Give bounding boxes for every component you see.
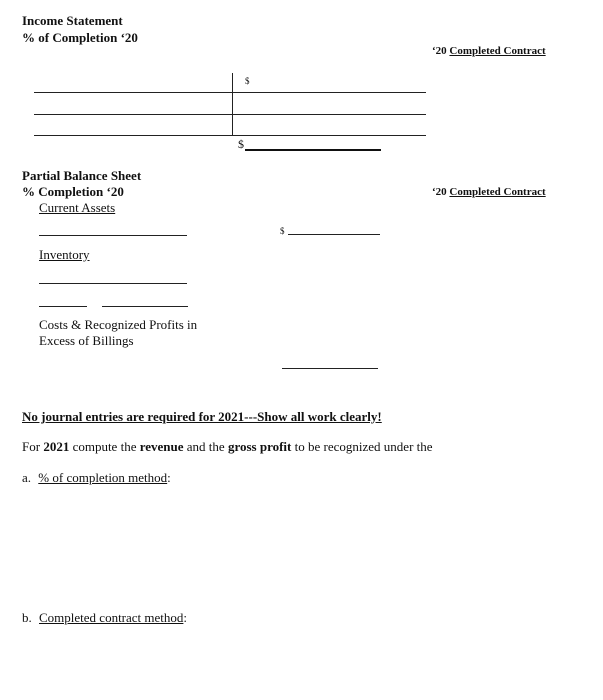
prompt-year: 2021 xyxy=(43,439,70,454)
balance-dollar-sign: $ xyxy=(280,226,285,236)
item-b-prefix: b. xyxy=(22,610,32,625)
income-grid-line-3 xyxy=(34,135,426,136)
income-statement-title: Income Statement xyxy=(22,13,123,28)
balance-completed-contract-header xyxy=(432,186,546,198)
balance-amount-line xyxy=(288,234,380,235)
header-year-prefix: ‘20 xyxy=(432,186,447,198)
prompt-part3: and the xyxy=(183,439,228,454)
costs-amount-line xyxy=(282,368,378,369)
item-a-colon: : xyxy=(167,470,171,485)
income-grid-line-2 xyxy=(34,114,426,115)
item-b-label: Completed contract method xyxy=(39,610,184,625)
header-year-prefix: ‘20 xyxy=(432,45,447,57)
income-dollar-sign-bottom: $ xyxy=(238,137,244,151)
income-statement-subtitle: % of Completion ‘20 xyxy=(22,30,138,45)
inventory-blank-short-line xyxy=(39,306,87,307)
item-a-prefix: a. xyxy=(22,470,32,485)
prompt-gross-profit: gross profit xyxy=(227,439,292,454)
income-grid-line-1 xyxy=(34,92,426,93)
costs-label-line1: Costs & Recognized Profits in xyxy=(39,317,198,332)
balance-sheet-title: Partial Balance Sheet xyxy=(22,168,142,183)
header-label: Completed Contract xyxy=(449,45,546,57)
instructions-prompt xyxy=(22,439,433,455)
item-a xyxy=(22,470,171,486)
instructions-heading: No journal entries are required for 2021---Show all work clearly! xyxy=(22,409,382,424)
income-completed-contract-header xyxy=(432,45,546,57)
header-label: Completed Contract xyxy=(449,186,546,198)
income-grid-divider xyxy=(232,73,233,135)
item-a-label: % of completion method xyxy=(38,470,168,485)
costs-recognized-profits-label xyxy=(39,317,197,349)
balance-sheet-subtitle: % Completion ‘20 xyxy=(22,184,124,199)
prompt-part2: compute the xyxy=(69,439,140,454)
item-b-colon: : xyxy=(183,610,188,625)
current-assets-blank-line xyxy=(39,235,187,236)
costs-label-line2: Excess of Billings xyxy=(39,333,134,348)
inventory-label: Inventory xyxy=(39,247,90,262)
prompt-part1: For xyxy=(22,439,44,454)
income-dollar-sign-top: $ xyxy=(245,76,250,86)
prompt-revenue: revenue xyxy=(139,439,184,454)
prompt-part4: to be recognized under the xyxy=(291,439,433,454)
current-assets-label: Current Assets xyxy=(39,200,116,215)
inventory-blank-line xyxy=(39,283,187,284)
item-b xyxy=(22,610,187,626)
income-total-line xyxy=(245,149,381,151)
inventory-blank-line-2 xyxy=(102,306,188,307)
